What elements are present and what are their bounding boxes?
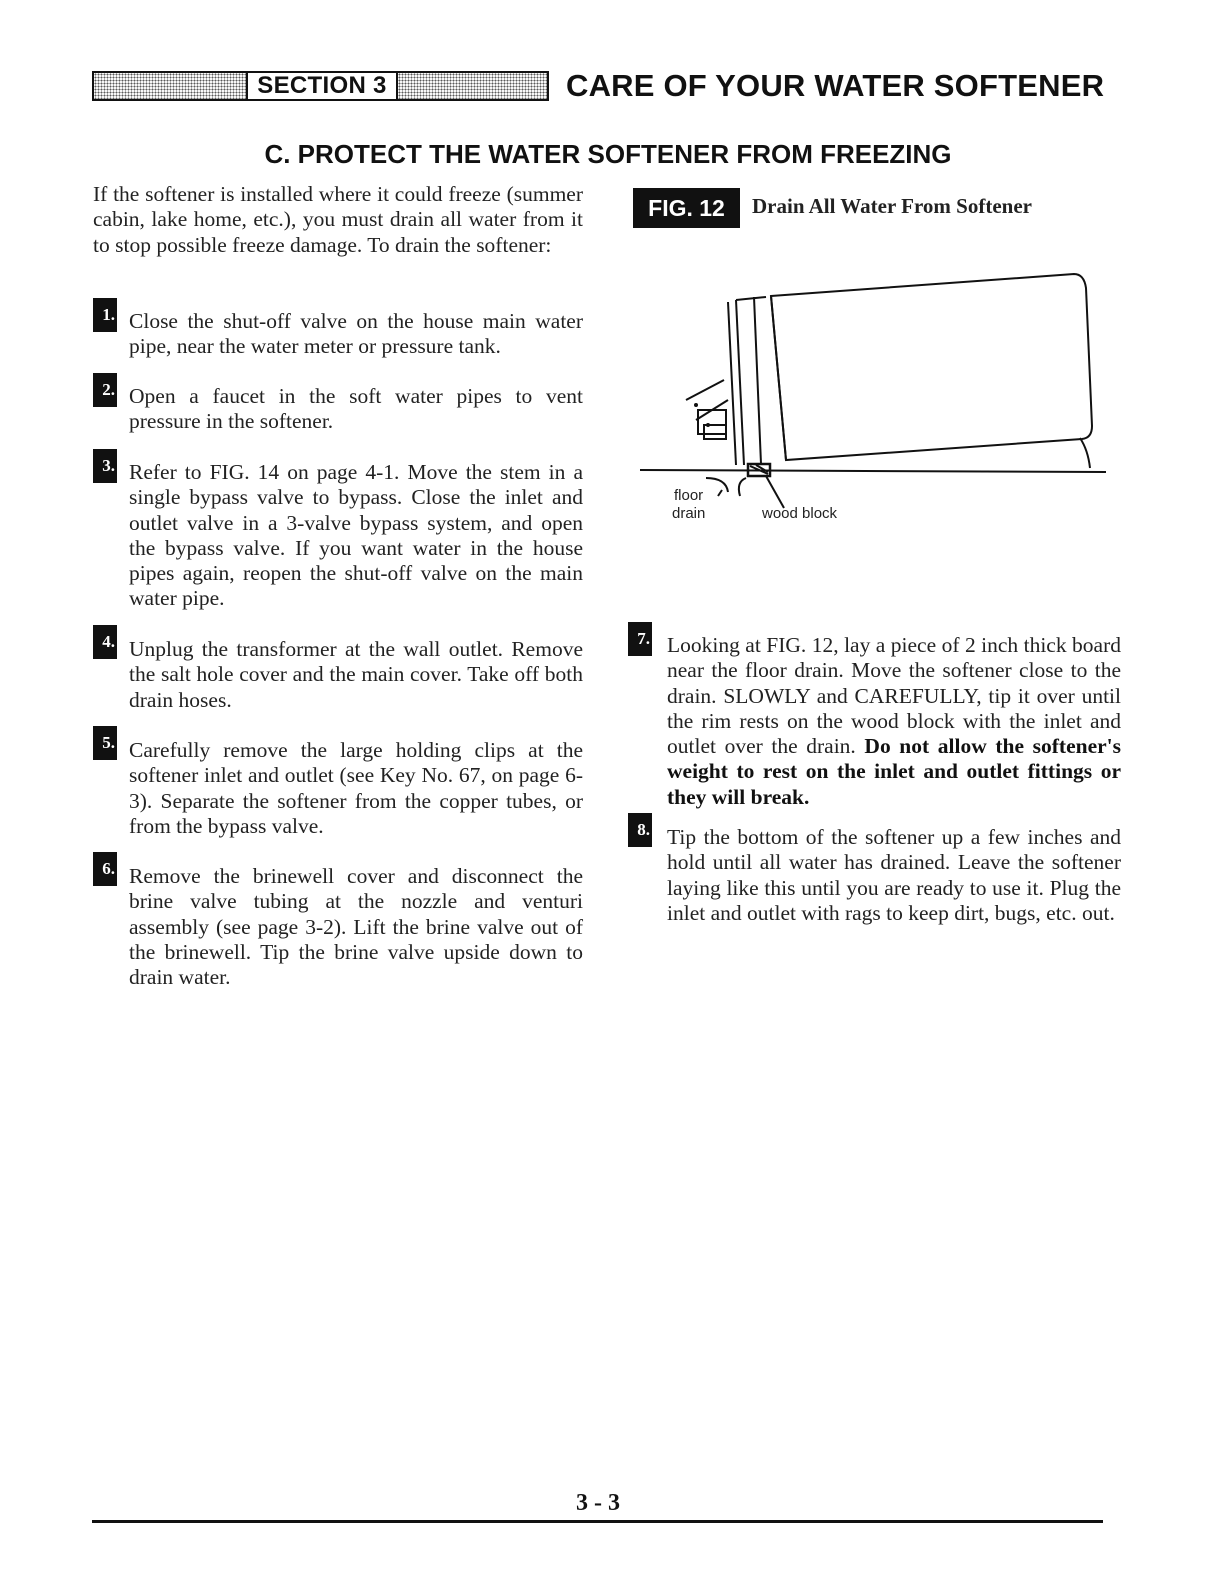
intro-paragraph: If the softener is installed where it could freeze (summer cabin, lake home, etc.), you must drain all water from it to stop possible freeze damage. To drain the softener:	[93, 182, 583, 257]
step-number-3: 3.	[93, 449, 117, 483]
softener-tank	[771, 274, 1092, 460]
step-text-1: Close the shut-off valve on the house main water pipe, near the water meter or pressure tank.	[129, 309, 583, 359]
page-number: 3 - 3	[576, 1490, 620, 1516]
figure-label-wood-block: wood block	[762, 505, 838, 522]
step-text-3: Refer to FIG. 14 on page 4-1. Move the stem in a single bypass valve to bypass. Close the inlet and outlet valve in a 3-valve bypass system, and open the bypass valve. If you want water in the house pipes again, reopen the shut-off valve on the main water pipe.	[129, 460, 583, 611]
figure-label-drain: drain	[672, 505, 706, 522]
footer-rule	[92, 1520, 1103, 1523]
step-number-8: 8.	[628, 813, 652, 847]
step-7-body: Looking at FIG. 12, lay a piece of 2 inch thick board near the floor drain. Move the softener close to the drain. SLOWLY and CAREFULLY, tip it over until the rim rests on the wood block with the inlet and outlet over the drain.	[667, 633, 1121, 759]
header-pattern-left	[92, 71, 248, 101]
step-text-2: Open a faucet in the soft water pipes to vent pressure in the softener.	[129, 384, 583, 434]
header-pattern-right	[396, 71, 549, 101]
figure-title: Drain All Water From Softener	[752, 194, 1032, 218]
section-label: SECTION 3	[248, 71, 396, 101]
floor-line	[640, 470, 1106, 472]
step-text-4: Unplug the transformer at the wall outlet. Remove the salt hole cover and the main cover. Take off both drain hoses.	[129, 637, 583, 712]
step-text-7	[667, 633, 1121, 810]
step-number-7: 7.	[628, 622, 652, 656]
step-number-5: 5.	[93, 726, 117, 760]
figure-label-floor: floor	[674, 487, 704, 504]
step-7-warning: Do not allow the softener's weight to rest on the inlet and outlet fittings or they will break.	[667, 734, 1121, 809]
step-text-8: Tip the bottom of the softener up a few inches and hold until all water has drained. Leave the softener laying like this until you are ready to use it. Plug the inlet and outlet with rags to keep dirt, bugs, etc. out.	[667, 825, 1121, 925]
step-text-5: Carefully remove the large holding clips at the softener inlet and outlet (see Key No. 67, on page 6-3). Separate the softener from the copper tubes, or from the bypass valve.	[129, 738, 583, 838]
step-number-6: 6.	[93, 852, 117, 886]
softener-drain-illustration	[636, 260, 1116, 540]
step-number-2: 2.	[93, 373, 117, 407]
step-number-4: 4.	[93, 625, 117, 659]
subheading: C. PROTECT THE WATER SOFTENER FROM FREEZING	[264, 139, 952, 169]
figure-badge: FIG. 12	[633, 188, 740, 228]
step-text-6: Remove the brinewell cover and disconnect the brine valve tubing at the nozzle and venturi assembly (see page 3-2). Lift the brine valve out of the brinewell. Tip the brine valve upside down to drain water.	[129, 864, 583, 990]
floor-drain-shape	[706, 478, 728, 492]
page-title: CARE OF YOUR WATER SOFTENER	[566, 68, 1105, 103]
step-number-1: 1.	[93, 298, 117, 332]
